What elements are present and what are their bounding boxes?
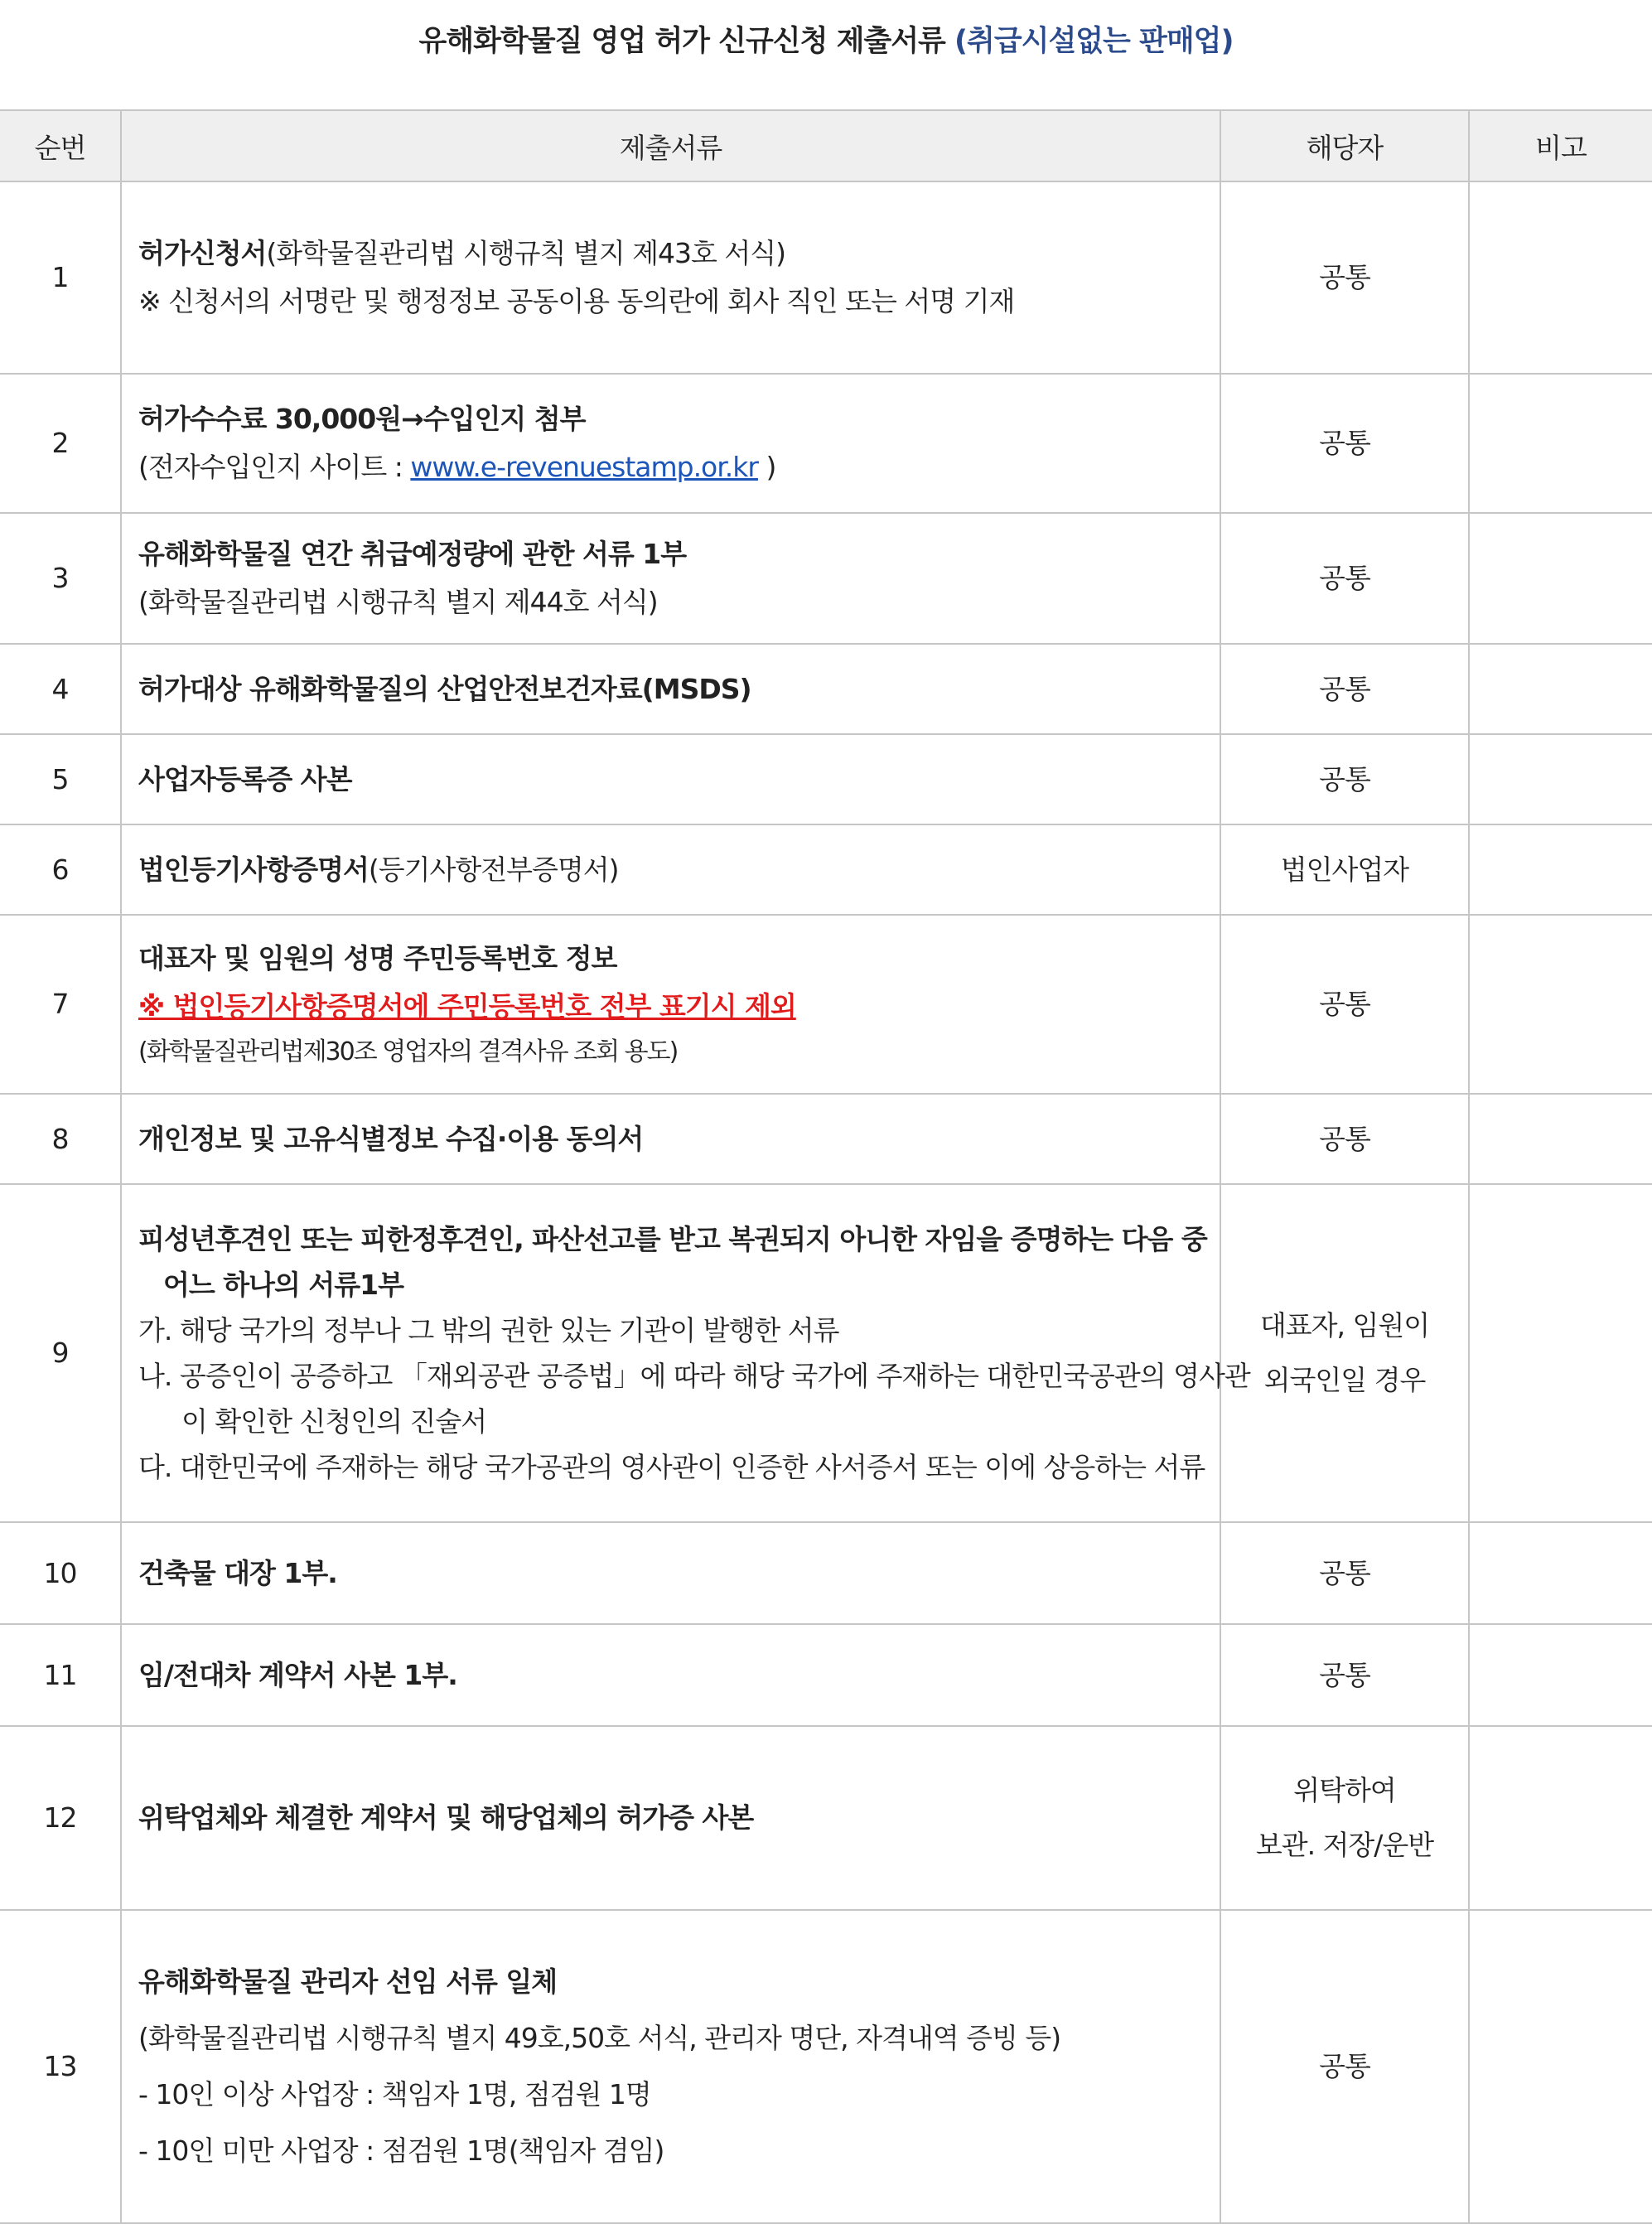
document-cell <box>121 1910 1220 2223</box>
table-row <box>0 644 1652 734</box>
row-number: 6 <box>0 824 121 915</box>
applicant-cell: 공통 <box>1220 374 1469 513</box>
row-number: 2 <box>0 374 121 513</box>
revenue-stamp-link[interactable]: www.e-revenuestamp.or.kr <box>410 451 758 483</box>
applicant-cell: 공통 <box>1220 1522 1469 1624</box>
document-line: (화학물질관리법 시행규칙 별지 제44호 서식) <box>138 586 658 618</box>
document-line: 임/전대차 계약서 사본 1부. <box>138 1658 457 1691</box>
table-row <box>0 1726 1652 1910</box>
applicant-cell: 공통 <box>1220 181 1469 374</box>
document-line: 법인등기사항증명서(등기사항전부증명서) <box>138 853 619 886</box>
document-cell <box>121 1624 1220 1726</box>
document-line: 유해화학물질 관리자 선임 서류 일체 <box>138 1965 558 1998</box>
header-document: 제출서류 <box>121 110 1220 181</box>
note-cell <box>1469 1184 1652 1522</box>
document-line: ※ 신청서의 서명란 및 행정정보 공동이용 동의란에 회사 직인 또는 서명 기재 <box>138 285 1015 317</box>
document-cell <box>121 734 1220 824</box>
row-number: 1 <box>0 181 121 374</box>
document-line: 허가대상 유해화학물질의 산업안전보건자료(MSDS) <box>138 672 751 705</box>
table-row <box>0 915 1652 1094</box>
row-number: 11 <box>0 1624 121 1726</box>
table-header-row <box>0 110 1652 181</box>
applicant-cell: 위탁하여 보관. 저장/운반 <box>1220 1726 1469 1910</box>
note-cell <box>1469 915 1652 1094</box>
document-cell <box>121 1094 1220 1184</box>
row-number: 5 <box>0 734 121 824</box>
applicant-cell: 대표자, 임원이 외국인일 경우 <box>1220 1184 1469 1522</box>
note-cell <box>1469 1522 1652 1624</box>
document-line: 개인정보 및 고유식별정보 수집·이용 동의서 <box>138 1122 644 1155</box>
table-row <box>0 1184 1652 1522</box>
note-cell <box>1469 644 1652 734</box>
note-cell <box>1469 824 1652 915</box>
table-row <box>0 734 1652 824</box>
table-row <box>0 1910 1652 2223</box>
header-note: 비고 <box>1469 110 1652 181</box>
note-cell <box>1469 1624 1652 1726</box>
document-line: 이 확인한 신청인의 진술서 <box>181 1405 487 1438</box>
table-row <box>0 513 1652 644</box>
document-cell <box>121 824 1220 915</box>
table-row <box>0 181 1652 374</box>
warning-line: ※ 법인등기사항증명서에 주민등록번호 전부 표기시 제외 <box>138 990 796 1023</box>
document-line: 다. 대한민국에 주재하는 해당 국가공관의 영사관이 인증한 사서증서 또는 이에 상응하는 서류 <box>138 1451 1205 1483</box>
header-number: 순번 <box>0 110 121 181</box>
note-cell <box>1469 1910 1652 2223</box>
page-title <box>0 18 1652 60</box>
note-cell <box>1469 181 1652 374</box>
document-line: 사업자등록증 사본 <box>138 762 352 795</box>
applicant-cell: 공통 <box>1220 644 1469 734</box>
applicant-cell: 법인사업자 <box>1220 824 1469 915</box>
document-cell <box>121 915 1220 1094</box>
row-number: 3 <box>0 513 121 644</box>
table-row <box>0 1522 1652 1624</box>
documents-table <box>0 109 1652 2224</box>
table-row <box>0 1094 1652 1184</box>
document-cell <box>121 1522 1220 1624</box>
document-line: 유해화학물질 연간 취급예정량에 관한 서류 1부 <box>138 538 687 570</box>
document-line: 위탁업체와 체결한 계약서 및 해당업체의 허가증 사본 <box>138 1801 754 1834</box>
document-line: 가. 해당 국가의 정부나 그 밖의 권한 있는 기관이 발행한 서류 <box>138 1314 839 1346</box>
document-line: (전자수입인지 사이트 : www.e-revenuestamp.or.kr ) <box>138 451 776 483</box>
applicant-cell: 공통 <box>1220 1910 1469 2223</box>
table-row <box>0 824 1652 915</box>
applicant-cell: 공통 <box>1220 1094 1469 1184</box>
document-cell <box>121 1184 1250 1522</box>
note-cell <box>1469 513 1652 644</box>
row-number: 13 <box>0 1910 121 2223</box>
row-number: 4 <box>0 644 121 734</box>
document-cell <box>121 513 1220 644</box>
document-cell <box>121 181 1220 374</box>
document-line: (화학물질관리법제30조 영업자의 결격사유 조회 용도) <box>138 1037 678 1066</box>
applicant-cell: 공통 <box>1220 513 1469 644</box>
document-line: 허가수수료 30,000원→수입인지 첨부 <box>138 403 586 435</box>
row-number: 7 <box>0 915 121 1094</box>
document-cell <box>121 644 1220 734</box>
table-row <box>0 1624 1652 1726</box>
row-number: 9 <box>0 1184 121 1522</box>
document-cell <box>121 374 1220 513</box>
page-title-sub: (취급시설없는 판매업) <box>954 25 1234 58</box>
document-line: 나. 공증인이 공증하고 「재외공관 공증법」에 따라 해당 국가에 주재하는 대한민국공관의 영사관 <box>138 1360 1250 1392</box>
applicant-cell: 공통 <box>1220 915 1469 1094</box>
note-cell <box>1469 1726 1652 1910</box>
note-cell <box>1469 374 1652 513</box>
document-line: 어느 하나의 서류1부 <box>163 1269 403 1301</box>
document-line: 허가신청서(화학물질관리법 시행규칙 별지 제43호 서식) <box>138 237 786 269</box>
note-cell <box>1469 1094 1652 1184</box>
document-line: 대표자 및 임원의 성명 주민등록번호 정보 <box>138 942 617 974</box>
header-applicant: 해당자 <box>1220 110 1469 181</box>
document-line: 피성년후견인 또는 피한정후견인, 파산선고를 받고 복권되지 아니한 자임을 증명하는 다음 중 <box>138 1223 1207 1255</box>
applicant-cell: 공통 <box>1220 734 1469 824</box>
page-title-main: 유해화학물질 영업 허가 신규신청 제출서류 <box>418 25 945 58</box>
table-row <box>0 374 1652 513</box>
row-number: 12 <box>0 1726 121 1910</box>
document-cell <box>121 1726 1220 1910</box>
note-cell <box>1469 734 1652 824</box>
applicant-cell: 공통 <box>1220 1624 1469 1726</box>
document-line: 건축물 대장 1부. <box>138 1556 337 1589</box>
document-line: - 10인 미만 사업장 : 점검원 1명(책임자 겸임) <box>138 2135 664 2167</box>
document-line: - 10인 이상 사업장 : 책임자 1명, 점검원 1명 <box>138 2078 651 2110</box>
row-number: 10 <box>0 1522 121 1624</box>
document-line: (화학물질관리법 시행규칙 별지 49호,50호 서식, 관리자 명단, 자격내역 증빙 등) <box>138 2022 1061 2054</box>
row-number: 8 <box>0 1094 121 1184</box>
